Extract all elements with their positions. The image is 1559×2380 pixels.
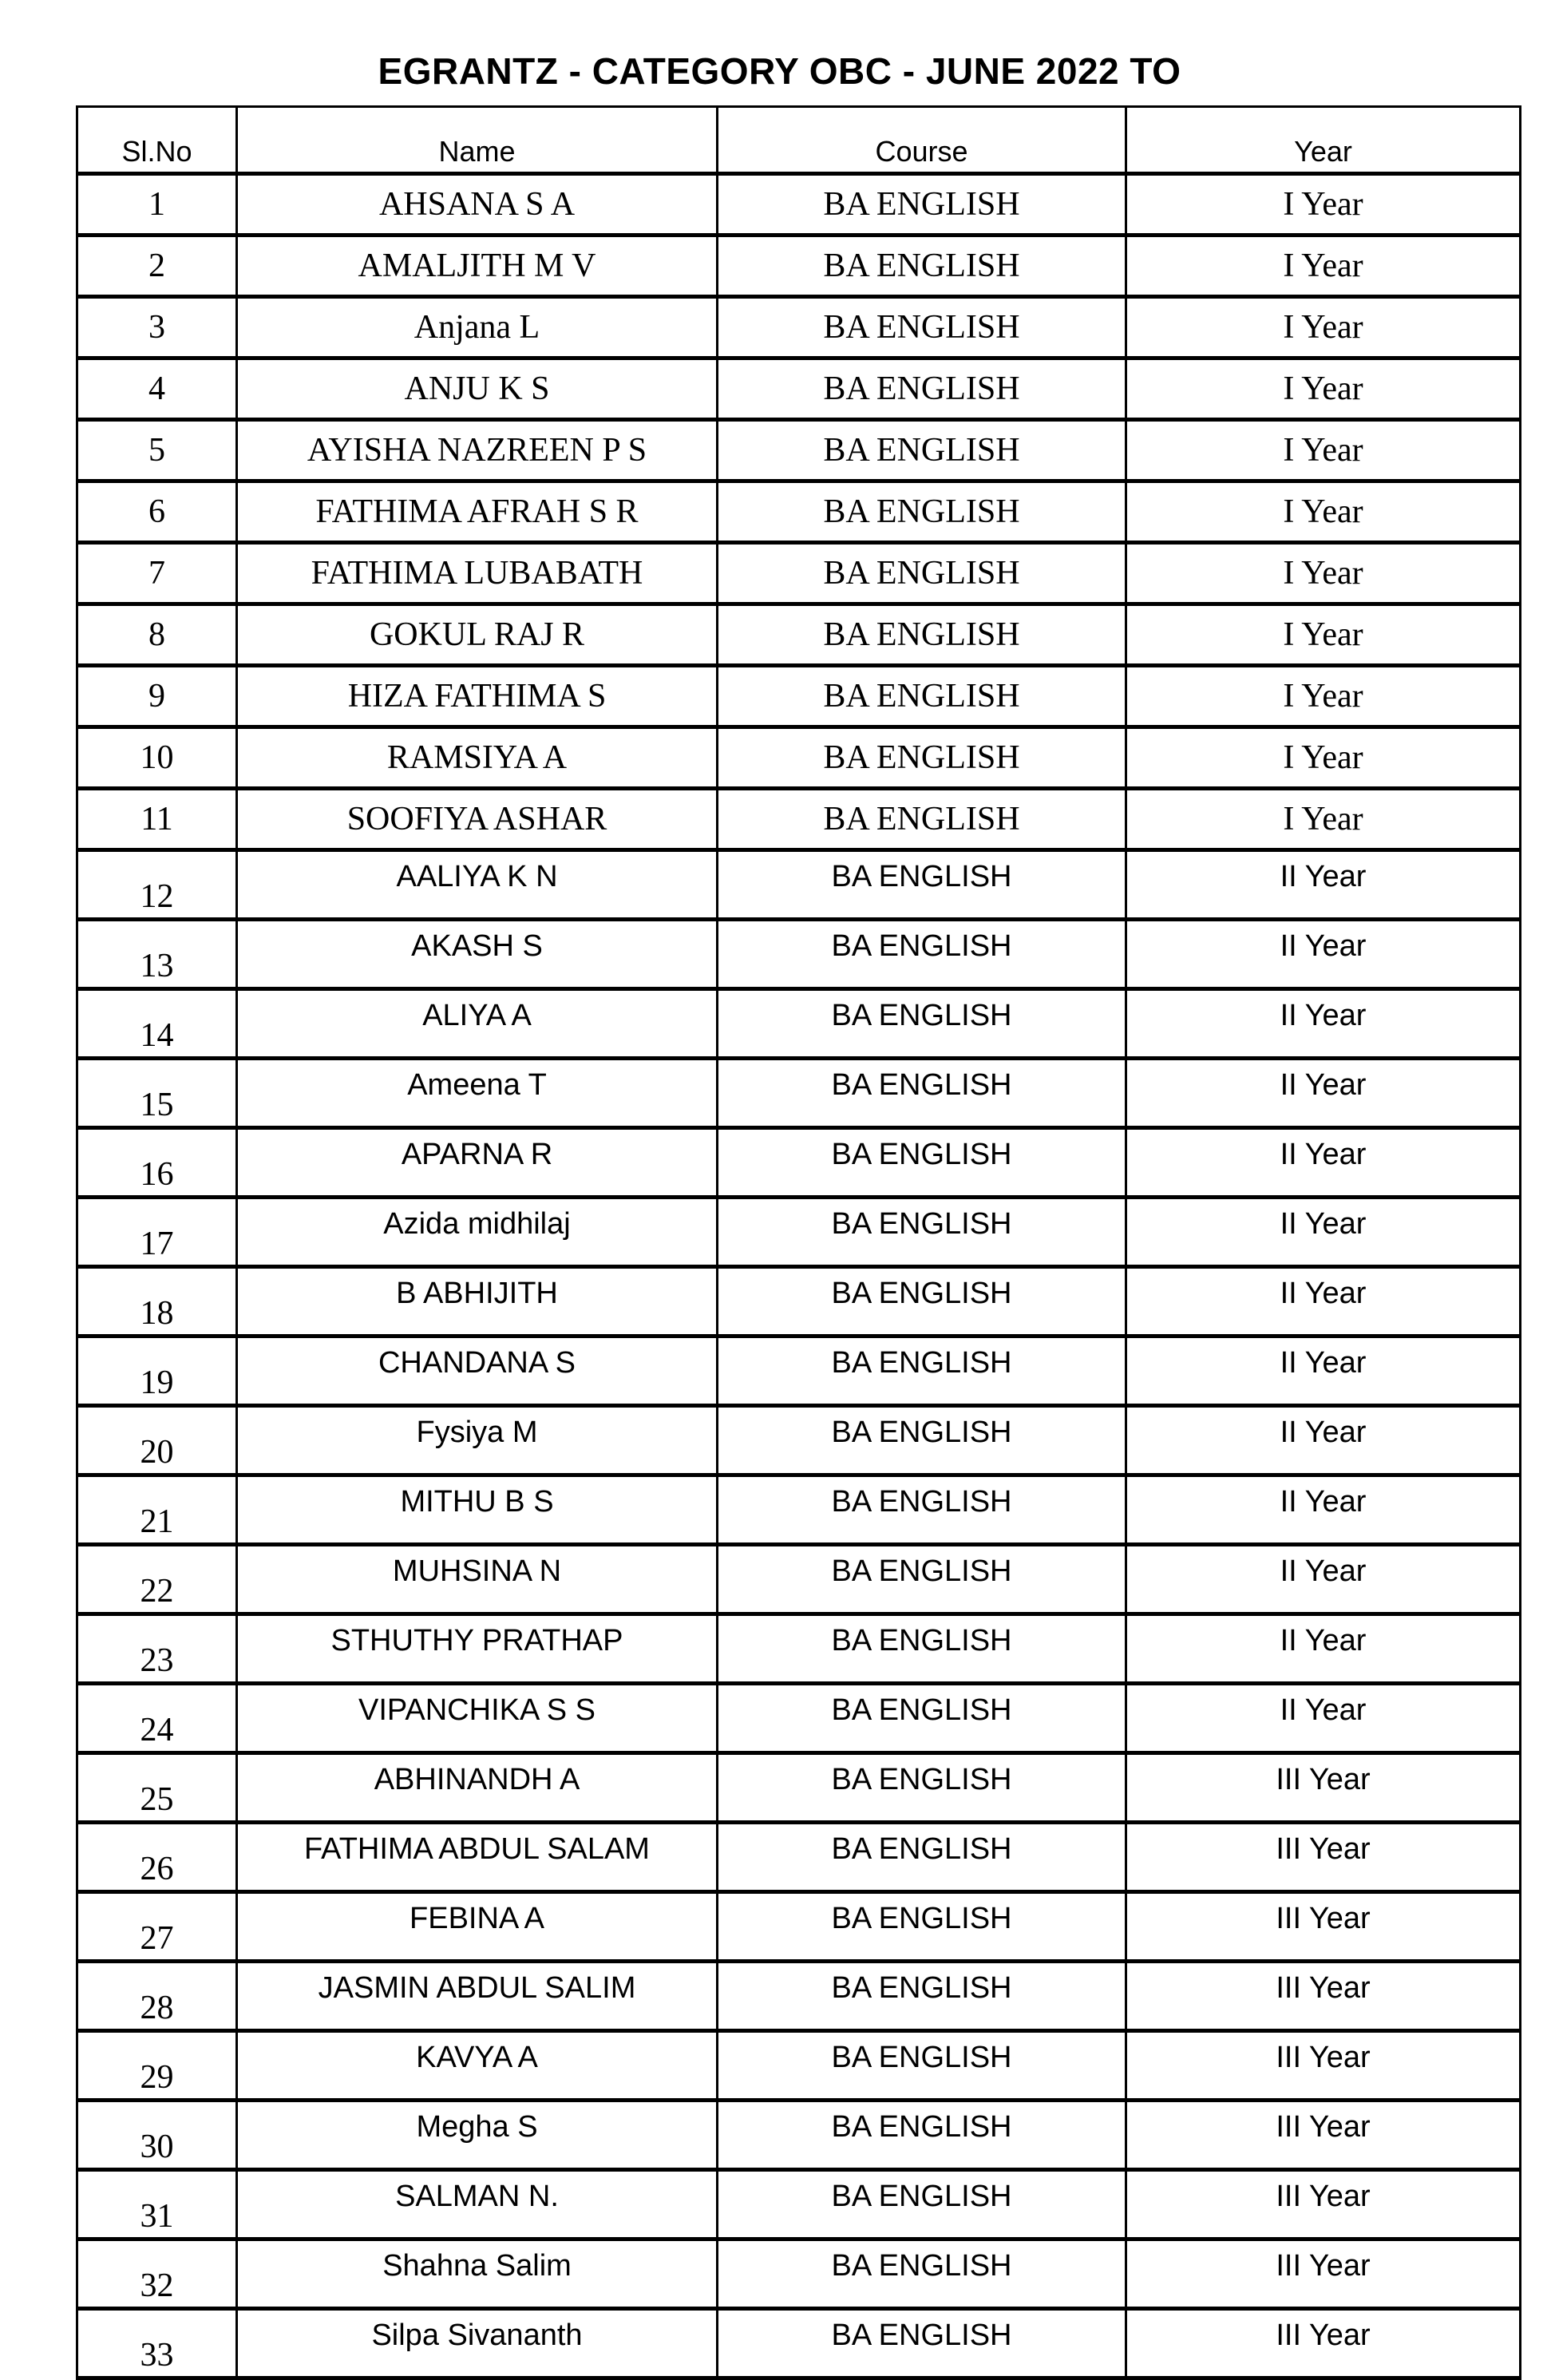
cell-course: BA ENGLISH: [718, 1753, 1126, 1823]
column-header-year: Year: [1126, 107, 1521, 174]
cell-name: Silpa Sivananth: [237, 2309, 718, 2378]
cell-sl-no: 7: [77, 543, 237, 604]
cell-sl-no: 6: [77, 481, 237, 543]
cell-course: BA ENGLISH: [718, 727, 1126, 789]
cell-course: BA ENGLISH: [718, 1267, 1126, 1337]
cell-sl-no: 28: [77, 1962, 237, 2031]
cell-name: FATHIMA LUBABATH: [237, 543, 718, 604]
cell-year: I Year: [1126, 789, 1521, 850]
cell-sl-no: 24: [77, 1684, 237, 1753]
cell-year: III Year: [1126, 2239, 1521, 2309]
cell-sl-no: 20: [77, 1406, 237, 1475]
table-row: [77, 920, 1521, 989]
cell-sl-no: 17: [77, 1198, 237, 1267]
cell-sl-no: 10: [77, 727, 237, 789]
cell-year: I Year: [1126, 604, 1521, 666]
cell-sl-no: 31: [77, 2170, 237, 2239]
header-row: [77, 107, 1521, 174]
cell-course: BA ENGLISH: [718, 1128, 1126, 1198]
table-row: [77, 1337, 1521, 1406]
cell-year: II Year: [1126, 1337, 1521, 1406]
cell-course: BA ENGLISH: [718, 1475, 1126, 1545]
cell-name: AHSANA S A: [237, 174, 718, 236]
cell-name: FATHIMA AFRAH S R: [237, 481, 718, 543]
cell-course: BA ENGLISH: [718, 481, 1126, 543]
cell-year: II Year: [1126, 1267, 1521, 1337]
cell-name: GOKUL RAJ R: [237, 604, 718, 666]
cell-sl-no: 4: [77, 358, 237, 420]
cell-course: BA ENGLISH: [718, 789, 1126, 850]
cell-sl-no: 3: [77, 297, 237, 358]
cell-sl-no: 32: [77, 2239, 237, 2309]
table-row: [77, 1059, 1521, 1128]
table-row: [77, 666, 1521, 727]
cell-sl-no: 26: [77, 1823, 237, 1892]
cell-year: I Year: [1126, 297, 1521, 358]
cell-year: III Year: [1126, 2031, 1521, 2101]
table-row: [77, 2101, 1521, 2170]
cell-sl-no: 9: [77, 666, 237, 727]
cell-name: CHANDANA S: [237, 1337, 718, 1406]
cell-year: II Year: [1126, 989, 1521, 1059]
cell-course: BA ENGLISH: [718, 989, 1126, 1059]
cell-name: RAMSIYA A: [237, 727, 718, 789]
cell-sl-no: 12: [77, 850, 237, 920]
cell-year: III Year: [1126, 1892, 1521, 1962]
cell-name: Fysiya M: [237, 1406, 718, 1475]
cell-course: BA ENGLISH: [718, 850, 1126, 920]
cell-name: SOOFIYA ASHAR: [237, 789, 718, 850]
table-row: [77, 1962, 1521, 2031]
table-body: [77, 174, 1521, 2378]
cell-name: Anjana L: [237, 297, 718, 358]
cell-sl-no: 2: [77, 236, 237, 297]
cell-course: BA ENGLISH: [718, 1962, 1126, 2031]
table-row: [77, 543, 1521, 604]
cell-course: BA ENGLISH: [718, 1198, 1126, 1267]
table-row: [77, 1545, 1521, 1614]
cell-year: II Year: [1126, 1614, 1521, 1684]
cell-sl-no: 1: [77, 174, 237, 236]
cell-name: AYISHA NAZREEN P S: [237, 420, 718, 481]
cell-name: MITHU B S: [237, 1475, 718, 1545]
student-table: [76, 105, 1521, 2380]
cell-sl-no: 21: [77, 1475, 237, 1545]
table-row: [77, 604, 1521, 666]
cell-name: KAVYA A: [237, 2031, 718, 2101]
table-row: [77, 1406, 1521, 1475]
table-row: [77, 2239, 1521, 2309]
cell-name: AKASH S: [237, 920, 718, 989]
cell-name: VIPANCHIKA S S: [237, 1684, 718, 1753]
cell-year: I Year: [1126, 420, 1521, 481]
table-row: [77, 297, 1521, 358]
cell-sl-no: 8: [77, 604, 237, 666]
table-row: [77, 1198, 1521, 1267]
cell-year: I Year: [1126, 727, 1521, 789]
cell-name: ALIYA A: [237, 989, 718, 1059]
cell-course: BA ENGLISH: [718, 1892, 1126, 1962]
cell-course: BA ENGLISH: [718, 2239, 1126, 2309]
table-row: [77, 989, 1521, 1059]
cell-course: BA ENGLISH: [718, 1684, 1126, 1753]
cell-course: BA ENGLISH: [718, 2309, 1126, 2378]
cell-sl-no: 14: [77, 989, 237, 1059]
table-row: [77, 850, 1521, 920]
cell-sl-no: 25: [77, 1753, 237, 1823]
cell-course: BA ENGLISH: [718, 2101, 1126, 2170]
cell-year: II Year: [1126, 1475, 1521, 1545]
cell-sl-no: 18: [77, 1267, 237, 1337]
table-row: [77, 1684, 1521, 1753]
cell-sl-no: 15: [77, 1059, 237, 1128]
table-row: [77, 481, 1521, 543]
cell-sl-no: 22: [77, 1545, 237, 1614]
table-row: [77, 236, 1521, 297]
cell-name: FATHIMA ABDUL SALAM: [237, 1823, 718, 1892]
cell-sl-no: 16: [77, 1128, 237, 1198]
cell-name: ABHINANDH A: [237, 1753, 718, 1823]
cell-sl-no: 23: [77, 1614, 237, 1684]
table-row: [77, 1753, 1521, 1823]
cell-course: BA ENGLISH: [718, 1337, 1126, 1406]
table-row: [77, 1267, 1521, 1337]
cell-name: ANJU K S: [237, 358, 718, 420]
cell-sl-no: 11: [77, 789, 237, 850]
cell-name: APARNA R: [237, 1128, 718, 1198]
cell-year: I Year: [1126, 481, 1521, 543]
cell-course: BA ENGLISH: [718, 543, 1126, 604]
cell-year: II Year: [1126, 1059, 1521, 1128]
table-row: [77, 1823, 1521, 1892]
cell-course: BA ENGLISH: [718, 297, 1126, 358]
cell-year: I Year: [1126, 543, 1521, 604]
cell-name: STHUTHY PRATHAP: [237, 1614, 718, 1684]
cell-year: II Year: [1126, 850, 1521, 920]
cell-course: BA ENGLISH: [718, 920, 1126, 989]
cell-name: AMALJITH M V: [237, 236, 718, 297]
cell-year: I Year: [1126, 358, 1521, 420]
table-row: [77, 1128, 1521, 1198]
cell-course: BA ENGLISH: [718, 1406, 1126, 1475]
table-row: [77, 2031, 1521, 2101]
table-row: [77, 420, 1521, 481]
cell-year: II Year: [1126, 920, 1521, 989]
cell-course: BA ENGLISH: [718, 666, 1126, 727]
cell-year: II Year: [1126, 1128, 1521, 1198]
cell-sl-no: 19: [77, 1337, 237, 1406]
table-row: [77, 1475, 1521, 1545]
table-row: [77, 1614, 1521, 1684]
cell-year: III Year: [1126, 2309, 1521, 2378]
cell-year: III Year: [1126, 2170, 1521, 2239]
column-header-sl-no: Sl.No: [77, 107, 237, 174]
cell-course: BA ENGLISH: [718, 2031, 1126, 2101]
cell-name: AALIYA K N: [237, 850, 718, 920]
cell-sl-no: 27: [77, 1892, 237, 1962]
column-header-name: Name: [237, 107, 718, 174]
table-row: [77, 358, 1521, 420]
cell-course: BA ENGLISH: [718, 1059, 1126, 1128]
cell-name: Megha S: [237, 2101, 718, 2170]
cell-course: BA ENGLISH: [718, 236, 1126, 297]
cell-sl-no: 29: [77, 2031, 237, 2101]
column-header-course: Course: [718, 107, 1126, 174]
cell-name: SALMAN N.: [237, 2170, 718, 2239]
cell-course: BA ENGLISH: [718, 174, 1126, 236]
table-row: [77, 727, 1521, 789]
cell-year: III Year: [1126, 1962, 1521, 2031]
cell-year: II Year: [1126, 1406, 1521, 1475]
cell-course: BA ENGLISH: [718, 2170, 1126, 2239]
cell-sl-no: 13: [77, 920, 237, 989]
cell-sl-no: 5: [77, 420, 237, 481]
table-header: [77, 107, 1521, 174]
table-row: [77, 1892, 1521, 1962]
page-title: EGRANTZ - CATEGORY OBC - JUNE 2022 TO: [378, 50, 1181, 92]
cell-name: FEBINA A: [237, 1892, 718, 1962]
cell-course: BA ENGLISH: [718, 420, 1126, 481]
table-row: [77, 2170, 1521, 2239]
cell-year: III Year: [1126, 1753, 1521, 1823]
cell-name: HIZA FATHIMA S: [237, 666, 718, 727]
cell-year: I Year: [1126, 666, 1521, 727]
cell-year: I Year: [1126, 174, 1521, 236]
cell-name: JASMIN ABDUL SALIM: [237, 1962, 718, 2031]
cell-sl-no: 30: [77, 2101, 237, 2170]
cell-sl-no: 33: [77, 2309, 237, 2378]
cell-year: I Year: [1126, 236, 1521, 297]
cell-name: MUHSINA N: [237, 1545, 718, 1614]
cell-name: B ABHIJITH: [237, 1267, 718, 1337]
cell-name: Shahna Salim: [237, 2239, 718, 2309]
table-row: [77, 2309, 1521, 2378]
cell-name: Azida midhilaj: [237, 1198, 718, 1267]
table-row: [77, 174, 1521, 236]
cell-year: II Year: [1126, 1198, 1521, 1267]
cell-name: Ameena T: [237, 1059, 718, 1128]
cell-course: BA ENGLISH: [718, 1823, 1126, 1892]
cell-course: BA ENGLISH: [718, 604, 1126, 666]
cell-course: BA ENGLISH: [718, 1545, 1126, 1614]
cell-year: II Year: [1126, 1684, 1521, 1753]
cell-course: BA ENGLISH: [718, 358, 1126, 420]
cell-course: BA ENGLISH: [718, 1614, 1126, 1684]
cell-year: II Year: [1126, 1545, 1521, 1614]
cell-year: III Year: [1126, 2101, 1521, 2170]
table-row: [77, 789, 1521, 850]
cell-year: III Year: [1126, 1823, 1521, 1892]
